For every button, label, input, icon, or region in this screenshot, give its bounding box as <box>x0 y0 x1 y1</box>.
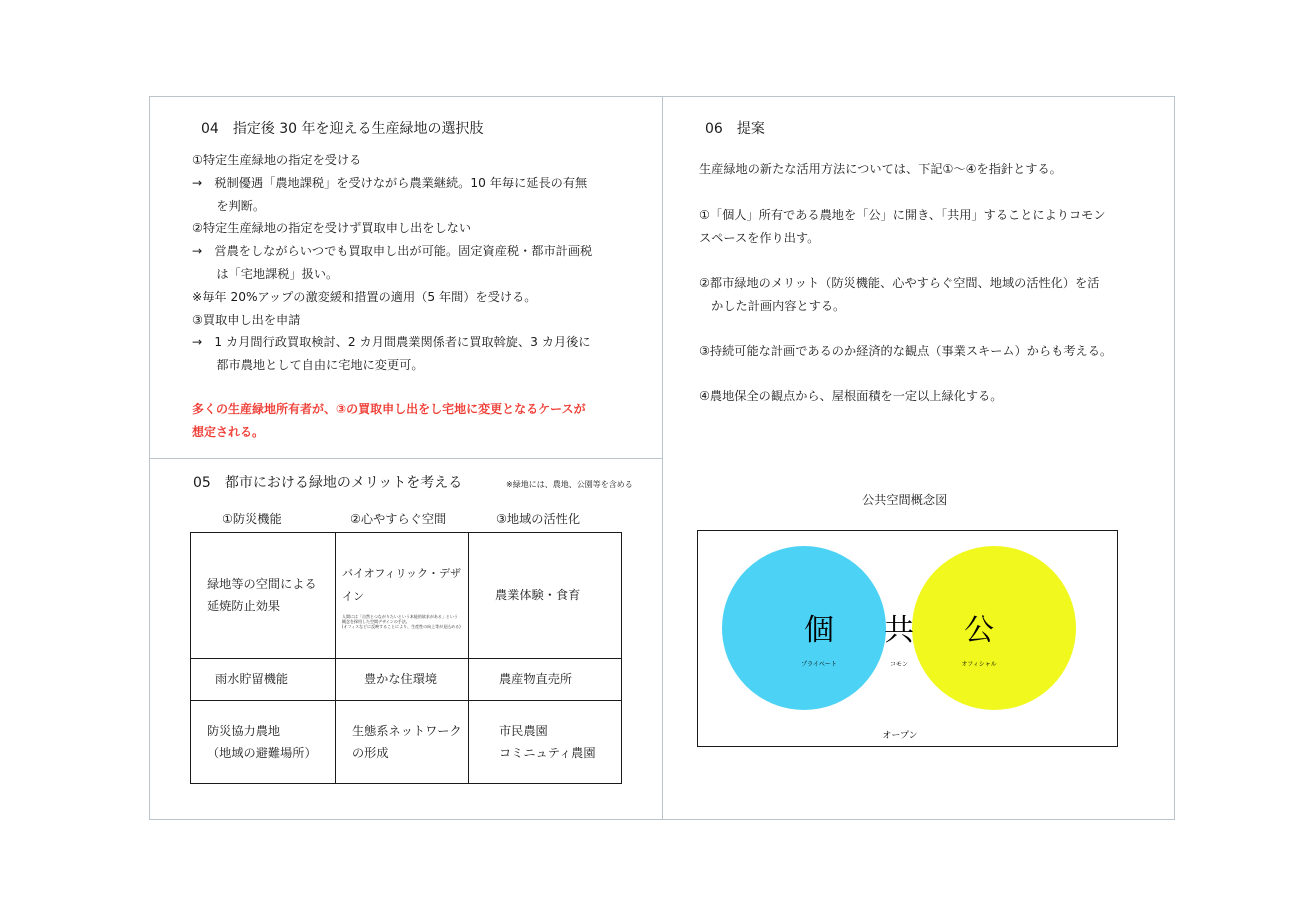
column-header-community: ③地域の活性化 <box>496 512 581 526</box>
table-cell <box>469 533 622 659</box>
biophilic-note: 人間には「自然とつながりたいという本能的欲求がある」という 概念を採用した空間デザインの手法。 (オフィスなどに反映することにより、生産性の向上等が見込める) <box>342 613 461 629</box>
section-05-note: ※緑地には、農地、公園等を含める <box>506 480 633 489</box>
official-circle <box>912 546 1076 710</box>
conclusion-line: 多くの生産緑地所有者が、③の買取申し出をし宅地に変更となるケースが <box>192 402 586 416</box>
cell-text: 雨水貯留機能 <box>215 672 289 687</box>
cell-text: 農業体験・食育 <box>495 588 581 603</box>
proposal-line: かした計画内容とする。 <box>699 298 846 313</box>
proposal-line: ②都市緑地のメリット（防災機能、心やすらぐ空間、地域の活性化）を活 <box>699 276 1100 290</box>
section-04-line: は「宅地課税」扱い。 <box>192 266 339 281</box>
cell-text: 生態系ネットワーク の形成 <box>352 723 462 760</box>
private-char: 個 <box>804 613 834 648</box>
section-04-line: ②特定生産緑地の指定を受けず買取申し出をしない <box>192 221 472 236</box>
section-04-line: → 税制優遇「農地課税」を受けながら農業継続。10 年毎に延長の有無 <box>192 175 588 190</box>
proposal-paragraph <box>699 340 1112 363</box>
proposal-paragraph <box>699 158 1062 181</box>
common-label: コモン <box>889 661 909 668</box>
table-cell <box>191 533 336 659</box>
cell-text: 農産物直売所 <box>499 672 573 687</box>
section-04-line: ③買取申し出を申請 <box>192 312 301 327</box>
open-label: オープン <box>882 731 918 741</box>
table-cell <box>336 700 469 783</box>
proposal-line: ①「個人」所有である農地を「公」に開き、「共用」することによりコモン <box>699 208 1106 222</box>
section-04-line: ※毎年 20%アップの激変緩和措置の適用（5 年間）を受ける。 <box>192 289 537 304</box>
table-cell <box>191 658 336 700</box>
section-04-conclusion <box>192 398 586 444</box>
proposal-paragraph <box>699 272 1099 318</box>
table-cell <box>336 658 469 700</box>
table-cell <box>469 700 622 783</box>
proposal-paragraph <box>699 204 1106 250</box>
diagram-title: 公共空間概念図 <box>862 493 948 507</box>
official-label: オフィシャル <box>961 661 997 668</box>
cell-text: バイオフィリック・デザイン <box>342 566 462 603</box>
table-cell <box>469 658 622 700</box>
merit-table <box>190 532 622 784</box>
section-04-line: 都市農地として自由に宅地に変更可。 <box>192 358 424 373</box>
cell-text: 防災協力農地 （地域の避難場所） <box>207 723 317 760</box>
table-cell <box>336 533 469 659</box>
cell-text: 市民農園 コミニュティ農園 <box>499 723 596 760</box>
column-header-disaster: ①防災機能 <box>222 512 282 526</box>
proposal-line: ③持続可能な計画であるのか経済的な観点（事業スキーム）からも考える。 <box>699 344 1113 358</box>
conclusion-line: 想定される。 <box>192 424 265 439</box>
table-row <box>191 700 622 783</box>
section-04-line: → 1 カ月間行政買取検討、2 カ月間農業関係者に買取斡旋、3 カ月後に <box>192 335 591 350</box>
venn-diagram <box>697 530 1118 747</box>
cell-text: 豊かな住環境 <box>364 672 438 687</box>
section-04-line: を判断。 <box>192 198 266 213</box>
private-label: プライベート <box>801 661 837 668</box>
common-char: 共 <box>884 613 914 648</box>
section-06-heading: 06 提案 <box>705 121 765 137</box>
official-char: 公 <box>964 613 994 648</box>
table-row <box>191 658 622 700</box>
table-row <box>191 533 622 659</box>
section-04-line: → 営農をしながらいつでも買取申し出が可能。固定資産税・都市計画税 <box>192 244 593 259</box>
cell-text: 緑地等の空間による 延焼防止効果 <box>207 577 317 614</box>
proposal-line: 生産緑地の新たな活用方法については、下記①〜④を指針とする。 <box>699 162 1062 176</box>
section-05-heading: 05 都市における緑地のメリットを考える <box>193 475 463 491</box>
column-header-comfort: ②心やすらぐ空間 <box>350 512 447 526</box>
section-04-body <box>192 149 592 377</box>
section-divider <box>149 458 663 459</box>
proposal-line: スペースを作り出す。 <box>699 230 820 245</box>
section-04-line: ①特定生産緑地の指定を受ける <box>192 153 362 167</box>
section-04-heading: 04 指定後 30 年を迎える生産緑地の選択肢 <box>201 121 484 137</box>
proposal-line: ④農地保全の観点から、屋根面積を一定以上緑化する。 <box>699 389 1003 403</box>
proposal-paragraph <box>699 385 1002 408</box>
table-cell <box>191 700 336 783</box>
